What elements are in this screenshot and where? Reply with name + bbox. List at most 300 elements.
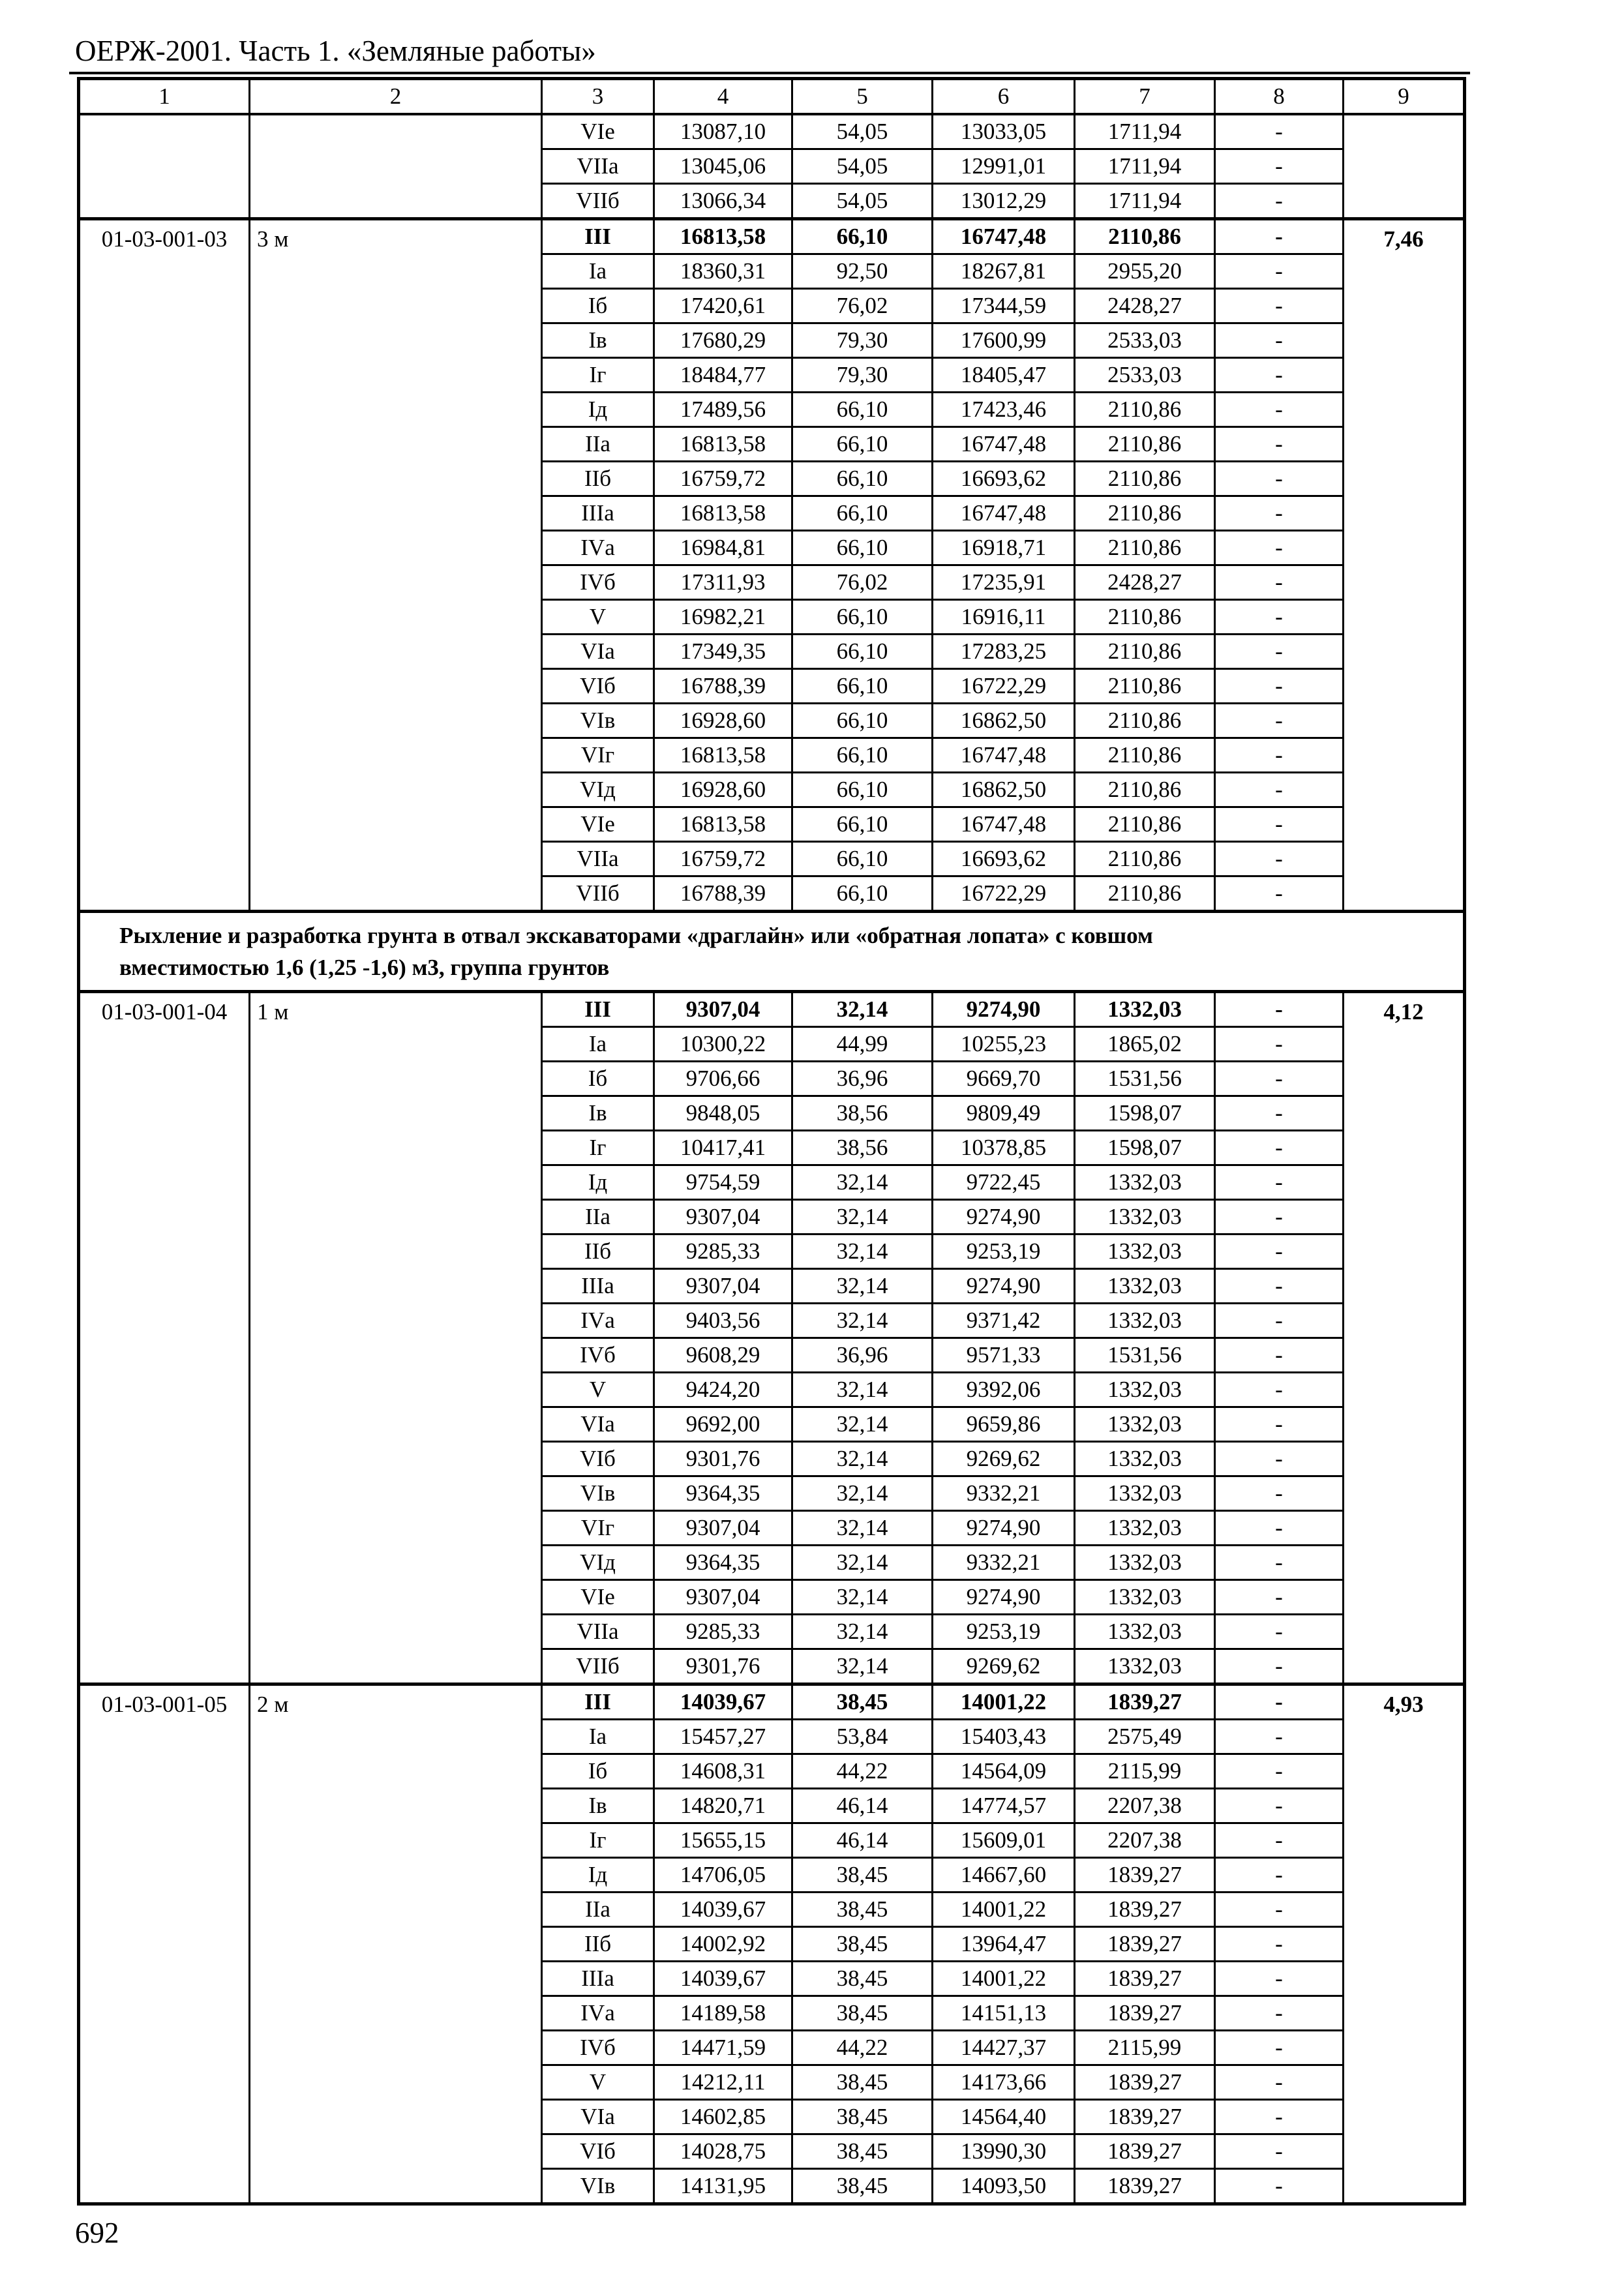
value-cell: 9307,04 [654, 992, 792, 1027]
value-cell: 1332,03 [1075, 1269, 1215, 1304]
value-cell: 16747,48 [933, 496, 1075, 531]
soil-group-cell: V [542, 600, 654, 635]
value-cell: 2110,86 [1075, 600, 1215, 635]
value-cell: 54,05 [792, 184, 933, 219]
value-cell: 16813,58 [654, 496, 792, 531]
soil-group-cell: VIIб [542, 184, 654, 219]
value-cell: 2207,38 [1075, 1823, 1215, 1858]
value-cell: 9307,04 [654, 1200, 792, 1234]
value-cell: 16813,58 [654, 738, 792, 773]
value-cell: 10300,22 [654, 1027, 792, 1062]
value-cell: 14471,59 [654, 2031, 792, 2065]
value-cell: 38,45 [792, 1927, 933, 1962]
value-cell: 2110,86 [1075, 842, 1215, 876]
value-cell: 1839,27 [1075, 1927, 1215, 1962]
value-cell: 1332,03 [1075, 1165, 1215, 1200]
soil-group-cell: Iд [542, 393, 654, 427]
value-cell: 2110,86 [1075, 704, 1215, 738]
value-cell: 2110,86 [1075, 773, 1215, 807]
column-header: 1 [79, 79, 250, 115]
value-cell: 9253,19 [933, 1234, 1075, 1269]
value-cell: 2207,38 [1075, 1789, 1215, 1823]
value-cell: 1332,03 [1075, 1442, 1215, 1476]
value-cell: 1531,56 [1075, 1062, 1215, 1096]
dash-cell: - [1215, 1027, 1344, 1062]
value-cell: 1598,07 [1075, 1131, 1215, 1165]
dash-cell: - [1215, 1338, 1344, 1373]
value-cell: 9307,04 [654, 1580, 792, 1615]
value-cell: 32,14 [792, 992, 933, 1027]
soil-group-cell: IVб [542, 2031, 654, 2065]
soil-group-cell: III [542, 992, 654, 1027]
value-cell: 9285,33 [654, 1615, 792, 1649]
value-cell: 13066,34 [654, 184, 792, 219]
value-cell: 9301,76 [654, 1442, 792, 1476]
value-cell: 16788,39 [654, 876, 792, 912]
value-cell: 14212,11 [654, 2065, 792, 2100]
soil-group-cell: VIа [542, 2100, 654, 2134]
soil-group-cell: IIб [542, 1234, 654, 1269]
value-cell: 14151,13 [933, 1996, 1075, 2031]
value-cell: 2533,03 [1075, 358, 1215, 393]
value-cell: 44,22 [792, 2031, 933, 2065]
value-cell: 16813,58 [654, 807, 792, 842]
value-cell: 32,14 [792, 1234, 933, 1269]
value-cell: 2110,86 [1075, 219, 1215, 254]
title-underline-rule [69, 72, 1470, 74]
value-cell: 66,10 [792, 635, 933, 669]
dash-cell: - [1215, 1858, 1344, 1893]
dash-cell: - [1215, 1442, 1344, 1476]
table-body [79, 114, 1465, 2204]
value-cell: 1332,03 [1075, 1407, 1215, 1442]
dash-cell: - [1215, 738, 1344, 773]
value-cell: 17349,35 [654, 635, 792, 669]
value-cell: 53,84 [792, 1720, 933, 1754]
value-cell: 38,56 [792, 1131, 933, 1165]
value-cell: 9392,06 [933, 1373, 1075, 1407]
value-cell: 1332,03 [1075, 1511, 1215, 1546]
value-cell: 16747,48 [933, 219, 1075, 254]
soil-group-cell: Iб [542, 289, 654, 323]
column-header: 4 [654, 79, 792, 115]
value-cell: 2428,27 [1075, 565, 1215, 600]
value-cell: 32,14 [792, 1407, 933, 1442]
column-header: 2 [250, 79, 542, 115]
soil-group-cell: IIIа [542, 1269, 654, 1304]
value-cell: 38,45 [792, 1858, 933, 1893]
value-cell: 9364,35 [654, 1546, 792, 1580]
soil-group-cell: VIе [542, 1580, 654, 1615]
dash-cell: - [1215, 1304, 1344, 1338]
value-cell: 2110,86 [1075, 393, 1215, 427]
value-cell: 16862,50 [933, 773, 1075, 807]
value-cell: 18360,31 [654, 254, 792, 289]
ref-value-cell [1344, 114, 1465, 219]
value-cell: 16862,50 [933, 704, 1075, 738]
value-cell: 17283,25 [933, 635, 1075, 669]
dash-cell: - [1215, 184, 1344, 219]
value-cell: 2110,86 [1075, 427, 1215, 462]
soil-group-cell: VIIа [542, 842, 654, 876]
value-cell: 1839,27 [1075, 1893, 1215, 1927]
soil-group-cell: Iв [542, 1789, 654, 1823]
soil-group-cell: VIб [542, 1442, 654, 1476]
value-cell: 32,14 [792, 1304, 933, 1338]
ref-value-cell: 7,46 [1344, 219, 1465, 912]
value-cell: 9301,76 [654, 1649, 792, 1684]
value-cell: 92,50 [792, 254, 933, 289]
soil-group-cell: VIIб [542, 876, 654, 912]
section-note-cell: Рыхление и разработка грунта в отвал экскаваторами «драглайн» или «обратная лопата» с ковшом вместимостью 1,6 (1,25 -1,6) м3, группа грунтов [79, 912, 1465, 992]
column-header: 8 [1215, 79, 1344, 115]
value-cell: 9669,70 [933, 1062, 1075, 1096]
value-cell: 16759,72 [654, 842, 792, 876]
value-cell: 13033,05 [933, 114, 1075, 149]
value-cell: 13045,06 [654, 149, 792, 184]
dash-cell: - [1215, 254, 1344, 289]
value-cell: 9403,56 [654, 1304, 792, 1338]
soil-group-cell: Iа [542, 1720, 654, 1754]
value-cell: 17344,59 [933, 289, 1075, 323]
value-cell: 38,45 [792, 1893, 933, 1927]
value-cell: 16747,48 [933, 807, 1075, 842]
value-cell: 1839,27 [1075, 1962, 1215, 1996]
dash-cell: - [1215, 1096, 1344, 1131]
soil-group-cell: IIIа [542, 1962, 654, 1996]
value-cell: 1332,03 [1075, 1615, 1215, 1649]
value-cell: 1839,27 [1075, 1858, 1215, 1893]
soil-group-cell: VIIа [542, 1615, 654, 1649]
dash-cell: - [1215, 1789, 1344, 1823]
value-cell: 14608,31 [654, 1754, 792, 1789]
dash-cell: - [1215, 149, 1344, 184]
dash-cell: - [1215, 1062, 1344, 1096]
value-cell: 44,22 [792, 1754, 933, 1789]
dash-cell: - [1215, 1996, 1344, 2031]
value-cell: 1711,94 [1075, 184, 1215, 219]
soil-group-cell: IVб [542, 565, 654, 600]
value-cell: 14774,57 [933, 1789, 1075, 1823]
value-cell: 1332,03 [1075, 1200, 1215, 1234]
dash-cell: - [1215, 1927, 1344, 1962]
value-cell: 66,10 [792, 807, 933, 842]
value-cell: 32,14 [792, 1580, 933, 1615]
value-cell: 13087,10 [654, 114, 792, 149]
value-cell: 14002,92 [654, 1927, 792, 1962]
value-cell: 15457,27 [654, 1720, 792, 1754]
value-cell: 38,45 [792, 2100, 933, 2134]
column-header: 6 [933, 79, 1075, 115]
value-cell: 1531,56 [1075, 1338, 1215, 1373]
value-cell: 1839,27 [1075, 2169, 1215, 2204]
value-cell: 14820,71 [654, 1789, 792, 1823]
dash-cell: - [1215, 1893, 1344, 1927]
value-cell: 9269,62 [933, 1649, 1075, 1684]
value-cell: 66,10 [792, 219, 933, 254]
dash-cell: - [1215, 1962, 1344, 1996]
group-desc-cell: 3 м [250, 219, 542, 912]
value-cell: 14039,67 [654, 1684, 792, 1720]
value-cell: 9274,90 [933, 1580, 1075, 1615]
value-cell: 9424,20 [654, 1373, 792, 1407]
value-cell: 16918,71 [933, 531, 1075, 565]
dash-cell: - [1215, 2134, 1344, 2169]
value-cell: 9809,49 [933, 1096, 1075, 1131]
value-cell: 54,05 [792, 149, 933, 184]
dash-cell: - [1215, 1615, 1344, 1649]
value-cell: 16759,72 [654, 462, 792, 496]
value-cell: 14001,22 [933, 1684, 1075, 1720]
dash-cell: - [1215, 2169, 1344, 2204]
value-cell: 16693,62 [933, 462, 1075, 496]
value-cell: 9274,90 [933, 1200, 1075, 1234]
value-cell: 66,10 [792, 393, 933, 427]
value-cell: 1332,03 [1075, 1476, 1215, 1511]
dash-cell: - [1215, 773, 1344, 807]
value-cell: 16722,29 [933, 876, 1075, 912]
value-cell: 9307,04 [654, 1269, 792, 1304]
value-cell: 16984,81 [654, 531, 792, 565]
value-cell: 1332,03 [1075, 1580, 1215, 1615]
value-cell: 36,96 [792, 1062, 933, 1096]
value-cell: 38,56 [792, 1096, 933, 1131]
value-cell: 32,14 [792, 1269, 933, 1304]
column-header: 5 [792, 79, 933, 115]
value-cell: 18405,47 [933, 358, 1075, 393]
value-cell: 16693,62 [933, 842, 1075, 876]
column-header: 9 [1344, 79, 1465, 115]
value-cell: 66,10 [792, 600, 933, 635]
group-desc-cell: 1 м [250, 992, 542, 1684]
value-cell: 32,14 [792, 1615, 933, 1649]
soil-group-cell: VIIа [542, 149, 654, 184]
value-cell: 2110,86 [1075, 531, 1215, 565]
dash-cell: - [1215, 565, 1344, 600]
value-cell: 9307,04 [654, 1511, 792, 1546]
value-cell: 18267,81 [933, 254, 1075, 289]
soil-group-cell: VIе [542, 807, 654, 842]
value-cell: 2115,99 [1075, 2031, 1215, 2065]
value-cell: 10378,85 [933, 1131, 1075, 1165]
value-cell: 1839,27 [1075, 2134, 1215, 2169]
dash-cell: - [1215, 635, 1344, 669]
value-cell: 9371,42 [933, 1304, 1075, 1338]
dash-cell: - [1215, 1165, 1344, 1200]
value-cell: 66,10 [792, 496, 933, 531]
dash-cell: - [1215, 669, 1344, 704]
value-cell: 18484,77 [654, 358, 792, 393]
soil-group-cell: IVа [542, 1304, 654, 1338]
value-cell: 10255,23 [933, 1027, 1075, 1062]
value-cell: 1839,27 [1075, 2100, 1215, 2134]
dash-cell: - [1215, 1269, 1344, 1304]
value-cell: 2428,27 [1075, 289, 1215, 323]
dash-cell: - [1215, 1511, 1344, 1546]
value-cell: 14093,50 [933, 2169, 1075, 2204]
dash-cell: - [1215, 704, 1344, 738]
value-cell: 54,05 [792, 114, 933, 149]
value-cell: 16928,60 [654, 704, 792, 738]
value-cell: 16928,60 [654, 773, 792, 807]
value-cell: 13990,30 [933, 2134, 1075, 2169]
soil-group-cell: VIе [542, 114, 654, 149]
value-cell: 16788,39 [654, 669, 792, 704]
dash-cell: - [1215, 114, 1344, 149]
value-cell: 9848,05 [654, 1096, 792, 1131]
soil-group-cell: VIд [542, 1546, 654, 1580]
dash-cell: - [1215, 323, 1344, 358]
value-cell: 32,14 [792, 1200, 933, 1234]
value-cell: 9692,00 [654, 1407, 792, 1442]
soil-group-cell: VIб [542, 669, 654, 704]
value-cell: 76,02 [792, 565, 933, 600]
value-cell: 14564,40 [933, 2100, 1075, 2134]
value-cell: 1711,94 [1075, 149, 1215, 184]
value-cell: 38,45 [792, 2134, 933, 2169]
value-cell: 9253,19 [933, 1615, 1075, 1649]
soil-group-cell: IVа [542, 531, 654, 565]
value-cell: 1865,02 [1075, 1027, 1215, 1062]
value-cell: 9285,33 [654, 1234, 792, 1269]
value-cell: 9608,29 [654, 1338, 792, 1373]
soil-group-cell: IVа [542, 1996, 654, 2031]
dash-cell: - [1215, 1476, 1344, 1511]
value-cell: 16813,58 [654, 427, 792, 462]
value-cell: 14564,09 [933, 1754, 1075, 1789]
soil-group-cell: VIг [542, 738, 654, 773]
dash-cell: - [1215, 496, 1344, 531]
value-cell: 1332,03 [1075, 992, 1215, 1027]
dash-cell: - [1215, 1720, 1344, 1754]
value-cell: 1332,03 [1075, 1304, 1215, 1338]
value-cell: 9722,45 [933, 1165, 1075, 1200]
table-row [79, 1684, 1465, 1720]
value-cell: 36,96 [792, 1338, 933, 1373]
value-cell: 15403,43 [933, 1720, 1075, 1754]
soil-group-cell: Iд [542, 1165, 654, 1200]
dash-cell: - [1215, 1684, 1344, 1720]
soil-group-cell: IVб [542, 1338, 654, 1373]
value-cell: 17235,91 [933, 565, 1075, 600]
soil-group-cell: V [542, 2065, 654, 2100]
value-cell: 9364,35 [654, 1476, 792, 1511]
soil-group-cell: IIа [542, 1893, 654, 1927]
soil-group-cell: V [542, 1373, 654, 1407]
value-cell: 9274,90 [933, 992, 1075, 1027]
soil-group-cell: Iб [542, 1062, 654, 1096]
value-cell: 9269,62 [933, 1442, 1075, 1476]
value-cell: 14001,22 [933, 1893, 1075, 1927]
value-cell: 76,02 [792, 289, 933, 323]
value-cell: 17489,56 [654, 393, 792, 427]
soil-group-cell: Iа [542, 1027, 654, 1062]
value-cell: 1332,03 [1075, 1546, 1215, 1580]
value-cell: 14028,75 [654, 2134, 792, 2169]
value-cell: 66,10 [792, 738, 933, 773]
group-code-cell [79, 114, 250, 219]
value-cell: 44,99 [792, 1027, 933, 1062]
value-cell: 32,14 [792, 1511, 933, 1546]
soil-group-cell: IIб [542, 1927, 654, 1962]
soil-group-cell: VIг [542, 1511, 654, 1546]
ref-value-cell: 4,12 [1344, 992, 1465, 1684]
soil-group-cell: Iг [542, 1823, 654, 1858]
soil-group-cell: Iв [542, 323, 654, 358]
soil-group-cell: VIв [542, 704, 654, 738]
soil-group-cell: Iб [542, 1754, 654, 1789]
rates-table [77, 77, 1466, 2206]
value-cell: 14039,67 [654, 1962, 792, 1996]
value-cell: 9659,86 [933, 1407, 1075, 1442]
soil-group-cell: III [542, 1684, 654, 1720]
value-cell: 46,14 [792, 1823, 933, 1858]
dash-cell: - [1215, 1823, 1344, 1858]
group-desc-cell [250, 114, 542, 219]
section-note-row [79, 912, 1465, 992]
value-cell: 1598,07 [1075, 1096, 1215, 1131]
value-cell: 2110,86 [1075, 807, 1215, 842]
value-cell: 16916,11 [933, 600, 1075, 635]
value-cell: 15655,15 [654, 1823, 792, 1858]
value-cell: 79,30 [792, 358, 933, 393]
value-cell: 2110,86 [1075, 876, 1215, 912]
value-cell: 17600,99 [933, 323, 1075, 358]
value-cell: 14131,95 [654, 2169, 792, 2204]
value-cell: 17420,61 [654, 289, 792, 323]
dash-cell: - [1215, 219, 1344, 254]
value-cell: 38,45 [792, 1962, 933, 1996]
ref-value-cell: 4,93 [1344, 1684, 1465, 2204]
table-row [79, 114, 1465, 149]
value-cell: 16813,58 [654, 219, 792, 254]
value-cell: 16982,21 [654, 600, 792, 635]
dash-cell: - [1215, 1234, 1344, 1269]
soil-group-cell: Iг [542, 358, 654, 393]
value-cell: 9274,90 [933, 1511, 1075, 1546]
soil-group-cell: IIIа [542, 496, 654, 531]
value-cell: 2110,86 [1075, 669, 1215, 704]
group-desc-cell: 2 м [250, 1684, 542, 2204]
value-cell: 38,45 [792, 2169, 933, 2204]
value-cell: 14189,58 [654, 1996, 792, 2031]
value-cell: 13964,47 [933, 1927, 1075, 1962]
value-cell: 1332,03 [1075, 1649, 1215, 1684]
soil-group-cell: IIа [542, 427, 654, 462]
value-cell: 66,10 [792, 427, 933, 462]
group-code-cell: 01-03-001-05 [79, 1684, 250, 2204]
value-cell: 16747,48 [933, 427, 1075, 462]
value-cell: 1711,94 [1075, 114, 1215, 149]
soil-group-cell: Iд [542, 1858, 654, 1893]
soil-group-cell: IIа [542, 1200, 654, 1234]
value-cell: 66,10 [792, 669, 933, 704]
dash-cell: - [1215, 1580, 1344, 1615]
table-header-row [79, 79, 1465, 115]
dash-cell: - [1215, 2100, 1344, 2134]
value-cell: 38,45 [792, 1996, 933, 2031]
value-cell: 32,14 [792, 1649, 933, 1684]
soil-group-cell: Iв [542, 1096, 654, 1131]
value-cell: 66,10 [792, 462, 933, 496]
value-cell: 14039,67 [654, 1893, 792, 1927]
value-cell: 1839,27 [1075, 2065, 1215, 2100]
value-cell: 1332,03 [1075, 1234, 1215, 1269]
page-number: 692 [75, 2217, 119, 2249]
value-cell: 14667,60 [933, 1858, 1075, 1893]
value-cell: 2110,86 [1075, 496, 1215, 531]
dash-cell: - [1215, 2031, 1344, 2065]
